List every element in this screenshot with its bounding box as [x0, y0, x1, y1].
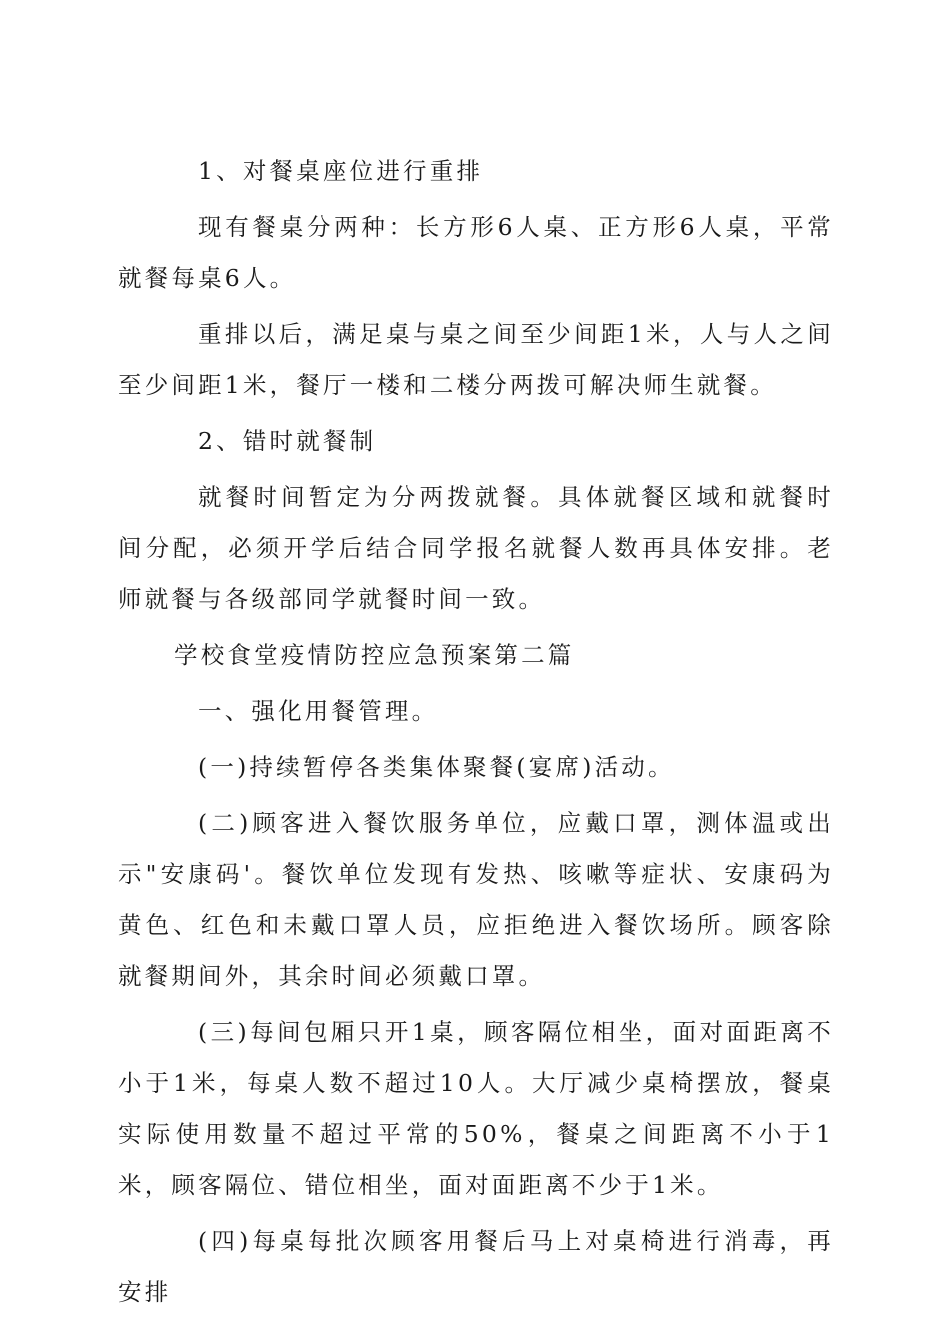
paragraph: 重排以后，满足桌与桌之间至少间距1米，人与人之间至少间距1米，餐厅一楼和二楼分两拨可解决师生就餐。	[118, 320, 834, 399]
paragraph-list-item: (二)顾客进入餐饮服务单位，应戴口罩，测体温或出示"安康码'。餐饮单位发现有发热、咳嗽等症状、安康码为黄色、红色和未戴口罩人员，应拒绝进入餐饮场所。顾客除就餐期间外，其余时间必须戴口罩。	[118, 809, 834, 990]
paragraph-list-item: (四)每桌每批次顾客用餐后马上对桌椅进行消毒，再安排	[118, 1227, 834, 1306]
paragraph: 现有餐桌分两种：长方形6人桌、正方形6人桌，平常就餐每桌6人。	[118, 213, 834, 292]
paragraph-list-item: (一)持续暂停各类集体聚餐(宴席)活动。	[198, 753, 675, 781]
paragraph: 就餐时间暂定为分两拨就餐。具体就餐区域和就餐时间分配，必须开学后结合同学报名就餐人数再具体安排。老师就餐与各级部同学就餐时间一致。	[118, 483, 834, 613]
document-body	[118, 146, 834, 1323]
paragraph-section-heading: 1、对餐桌座位进行重排	[198, 157, 484, 185]
paragraph-section-heading: 2、错时就餐制	[198, 427, 377, 455]
paragraph-section-heading: 一、强化用餐管理。	[198, 697, 439, 725]
paragraph-list-item: (三)每间包厢只开1桌，顾客隔位相坐，面对面距离不小于1米，每桌人数不超过10人。大厅减少桌椅摆放，餐桌实际使用数量不超过平常的50%，餐桌之间距离不小于1米，顾客隔位、错位相坐，面对面距离不少于1米。	[118, 1018, 834, 1199]
paragraph-chapter-title: 学校食堂疫情防控应急预案第二篇	[174, 641, 575, 669]
